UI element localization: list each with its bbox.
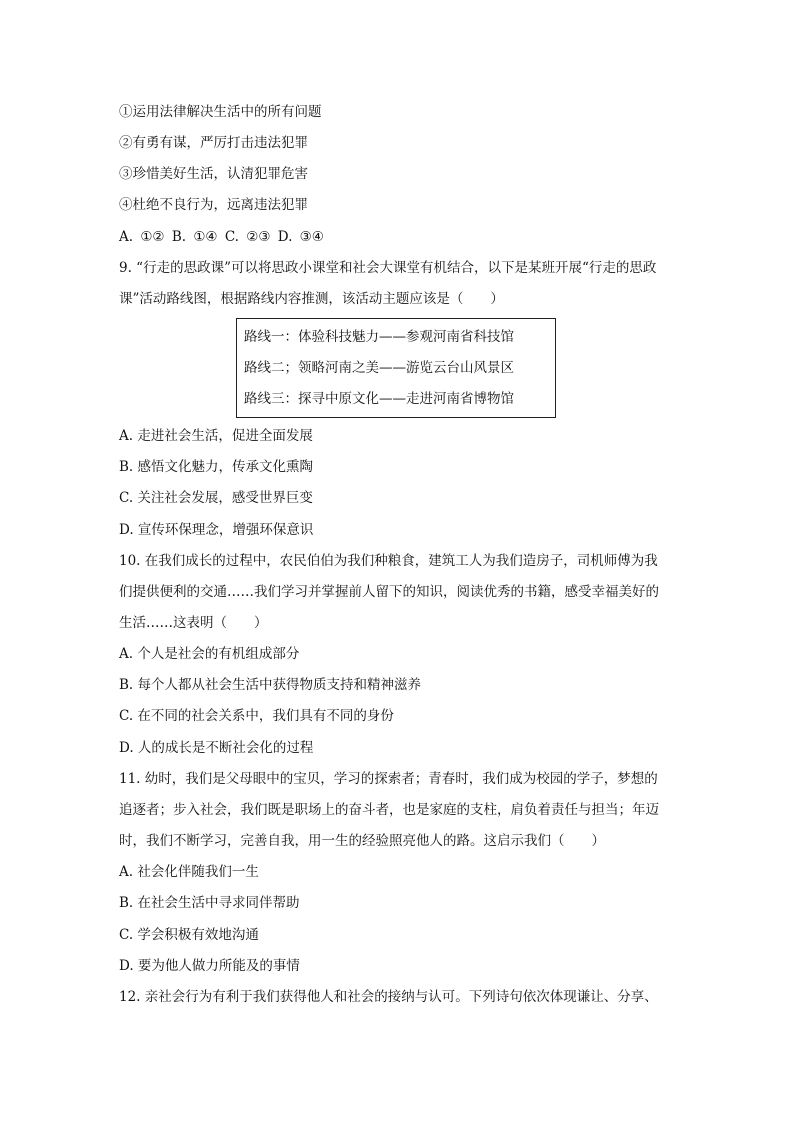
q8-choices: A. ①② B. ①④ C. ②③ D. ③④ [119,229,324,245]
route-2: 路线二；领略河南之美——游览云台山风景区 [244,360,514,376]
q11-stem-line-2: 追逐者；步入社会，我们既是职场上的奋斗者，也是家庭的支柱，肩负着责任与担当；年迈 [119,802,659,818]
q9-stem-line-1: 9. “行走的思政课”可以将思政小课堂和社会大课堂有机结合，以下是某班开展“行走的思政 [119,260,657,276]
q11-stem-line-3: 时，我们不断学习，完善自我，用一生的经验照亮他人的路。这启示我们（ ） [119,833,605,849]
route-3: 路线三：探寻中原文化——走进河南省博物馆 [244,391,514,407]
q11-stem-line-1: 11. 幼时，我们是父母眼中的宝贝，学习的探索者；青春时，我们成为校园的学子，梦想的 [119,771,658,787]
q10-stem-line-2: 们提供便利的交通……我们学习并掌握前人留下的知识，阅读优秀的书籍，感受幸福美好的 [119,584,659,600]
q10-stem-line-1: 10. 在我们成长的过程中，农民伯伯为我们种粮食，建筑工人为我们造房子，司机师傅为我 [119,553,658,569]
q9-choice-d: D. 宣传环保理念，增强环保意识 [119,522,314,538]
q10-choice-a: A. 个人是社会的有机组成部分 [119,646,300,662]
q9-choice-c: C. 关注社会发展，感受世界巨变 [119,490,313,506]
q9-choice-a: A. 走进社会生活，促进全面发展 [119,428,313,444]
q11-choice-a: A. 社会化伴随我们一生 [119,864,259,880]
q11-choice-b: B. 在社会生活中寻求同伴帮助 [119,895,300,911]
q10-choice-c: C. 在不同的社会关系中，我们具有不同的身份 [119,708,394,724]
q9-stem-line-2: 课”活动路线图，根据路线内容推测，该活动主题应该是（ ） [119,291,504,307]
q8-option-2: ②有勇有谋，严厉打击违法犯罪 [119,135,308,151]
q10-stem-line-3: 生活……这表明（ ） [119,615,268,631]
q11-choice-c: C. 学会积极有效地沟通 [119,927,259,943]
route-1: 路线一：体验科技魅力——参观河南省科技馆 [244,329,514,345]
q8-option-3: ③珍惜美好生活，认清犯罪危害 [119,166,308,182]
q11-choice-d: D. 要为他人做力所能及的事情 [119,958,300,974]
q12-stem-line-1: 12. 亲社会行为有利于我们获得他人和社会的接纳与认可。下列诗句依次体现谦让、分享、 [119,989,658,1005]
q9-choice-b: B. 感悟文化魅力，传承文化熏陶 [119,459,314,475]
route-box [236,318,556,418]
q10-choice-d: D. 人的成长是不断社会化的过程 [119,740,314,756]
q10-choice-b: B. 每个人都从社会生活中获得物质支持和精神滋养 [119,677,422,693]
q8-option-4: ④杜绝不良行为，远离违法犯罪 [119,197,308,213]
q8-option-1: ①运用法律解决生活中的所有问题 [119,104,322,120]
